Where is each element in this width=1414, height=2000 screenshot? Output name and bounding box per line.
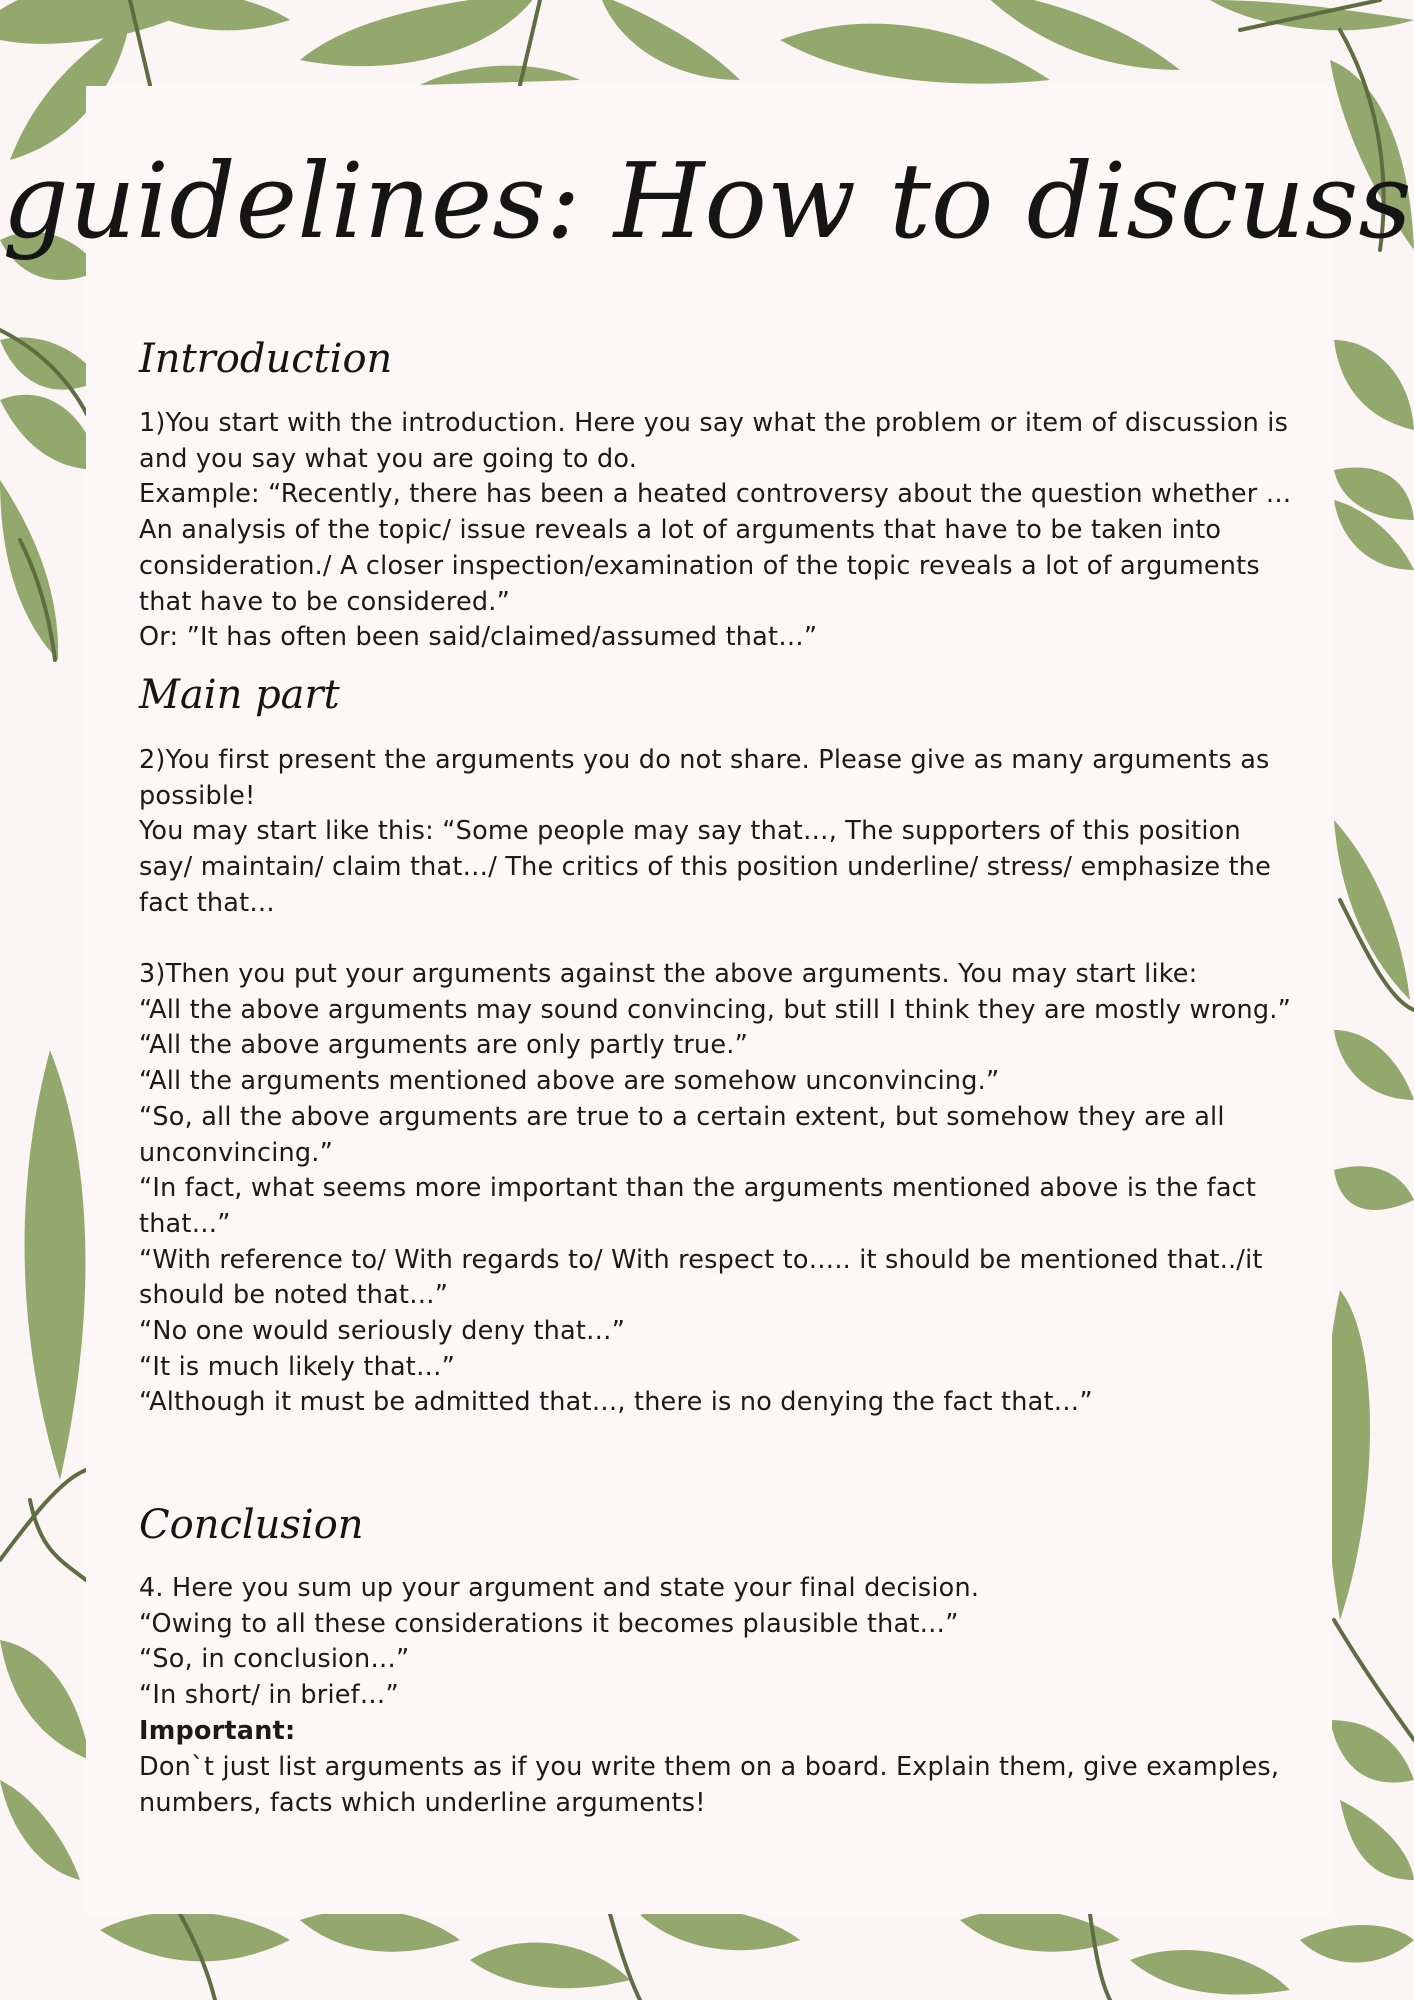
- introduction-text: 1)You start with the introduction. Here you say what the problem or item of discussion is and you say what you are going to do. Example: “Recently, there has been a heated controversy about the question whether … An analysis of the topic/ issue reveals a lot of arguments that have to be taken into consideration./ A closer inspection/examination of the topic reveals a lot of arguments that have to be considered.” Or: ”It has often been said/claimed/assumed that…”: [139, 408, 1292, 653]
- page-title: guidelines: How to discuss: [2, 140, 1412, 262]
- heading-introduction: Introduction: [139, 336, 393, 382]
- important-text: Don`t just list arguments as if you write them on a board. Explain them, give examples, numbers, facts which underline arguments!: [139, 1752, 1280, 1818]
- conclusion-text: 4. Here you sum up your argument and state your final decision. “Owing to all these considerations it becomes plausible that…” “So, in conclusion…” “In short/ in brief…”: [139, 1573, 980, 1711]
- heading-conclusion: Conclusion: [139, 1502, 364, 1548]
- important-label: Important:: [139, 1716, 296, 1746]
- main-part-text-arguments-against: 2)You first present the arguments you do not share. Please give as many arguments as possible! You may start like this: “Some people may say that…, The supporters of this position say/ maintain/ claim that…/ The critics of this position underline/ stress/ emphasize the fact that…: [139, 745, 1272, 918]
- heading-main-part: Main part: [139, 672, 340, 718]
- main-part-text-counterarguments: 3)Then you put your arguments against the above arguments. You may start like: “All the above arguments may sound convincing, but still I think they are mostly wrong.” “All the above arguments are only partly true.” “All the arguments mentioned above are somehow unconvincing.” “So, all the above arguments are true to a certain extent, but somehow they are all unconvincing.” “In fact, what seems more important than the arguments mentioned above is the fact that…” “With reference to/ With regards to/ With respect to….. it should be mentioned that../it should be noted that…” “No one would seriously deny that…” “It is much likely that…” “Although it must be admitted that…, there is no denying the fact that…”: [139, 959, 1291, 1418]
